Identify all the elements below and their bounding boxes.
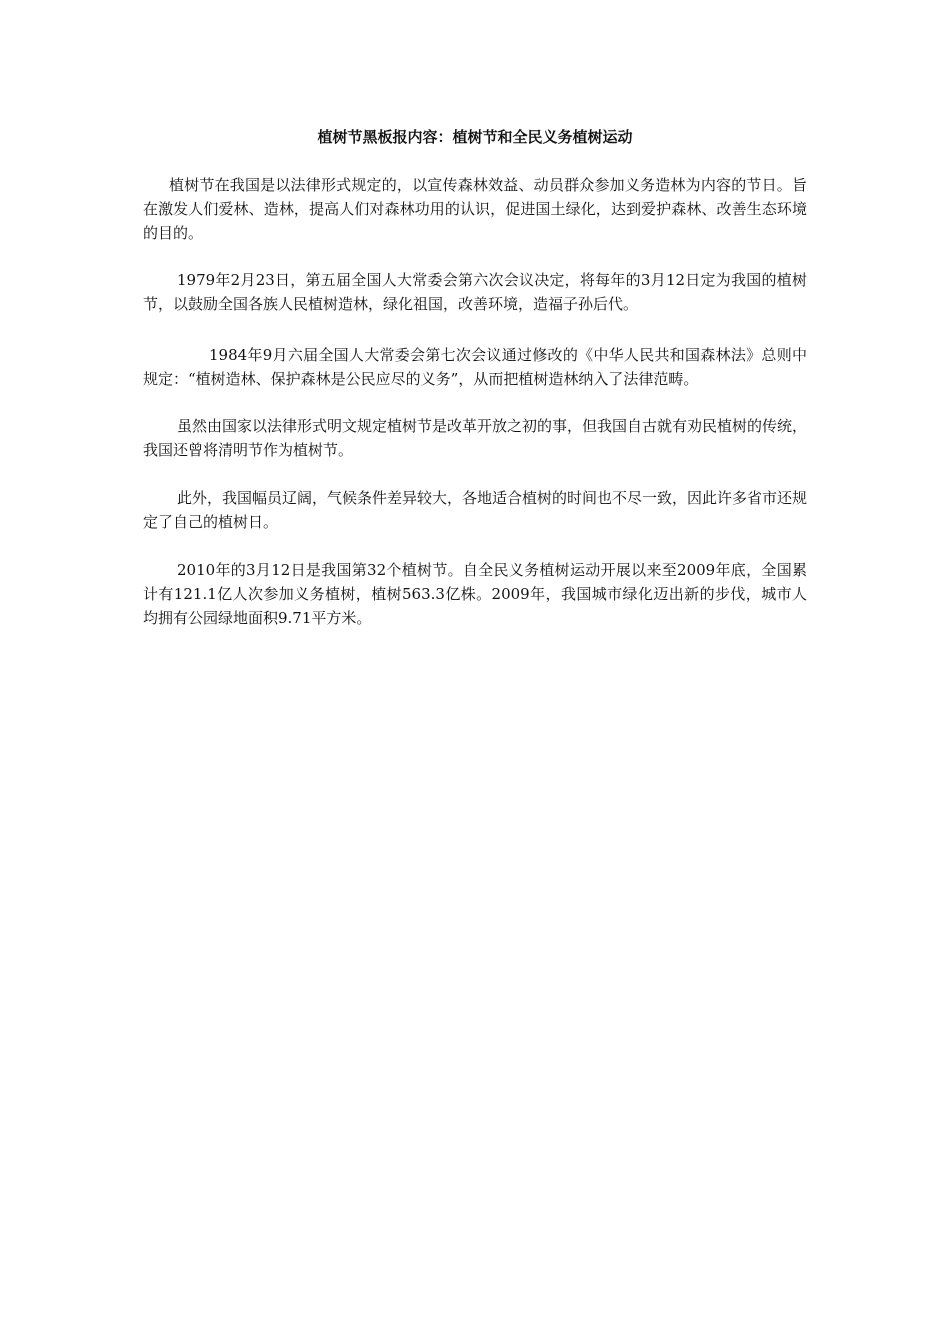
paragraph-1984-forest-law: 1984年9月六届全国人大常委会第七次会议通过修改的《中华人民共和国森林法》总则中规定：“植树造林、保护森林是公民应尽的义务”，从而把植树造林纳入了法律范畴。	[143, 346, 807, 388]
document-title: 植树节黑板报内容：植树节和全民义务植树运动	[317, 128, 633, 146]
paragraph-regional-planting-days: 此外，我国幅员辽阔，气候条件差异较大，各地适合植树的时间也不尽一致，因此许多省市还规定了自己的植树日。	[143, 489, 808, 531]
paragraph-ancient-tradition: 虽然由国家以法律形式明文规定植树节是改革开放之初的事，但我国自古就有劝民植树的传统，我国还曾将清明节作为植树节。	[143, 417, 808, 459]
paragraph-2010-statistics: 2010年的3月12日是我国第32个植树节。自全民义务植树运动开展以来至2009年底，全国累计有121.1亿人次参加义务植树，植树563.3亿株。2009年，我国城市绿化迈出新的步伐，城市人均拥有公园绿地面积9.71平方米。	[143, 561, 807, 627]
paragraph-1979-decision: 1979年2月23日，第五届全国人大常委会第六次会议决定，将每年的3月12日定为我国的植树节，以鼓励全国各族人民植树造林，绿化祖国，改善环境，造福子孙后代。	[143, 271, 807, 313]
paragraph-arbor-day-definition: 植树节在我国是以法律形式规定的，以宣传森林效益、动员群众参加义务造林为内容的节日。旨在激发人们爱林、造林，提高人们对森林功用的认识，促进国土绿化，达到爱护森林、改善生态环境的目的。	[143, 176, 807, 242]
